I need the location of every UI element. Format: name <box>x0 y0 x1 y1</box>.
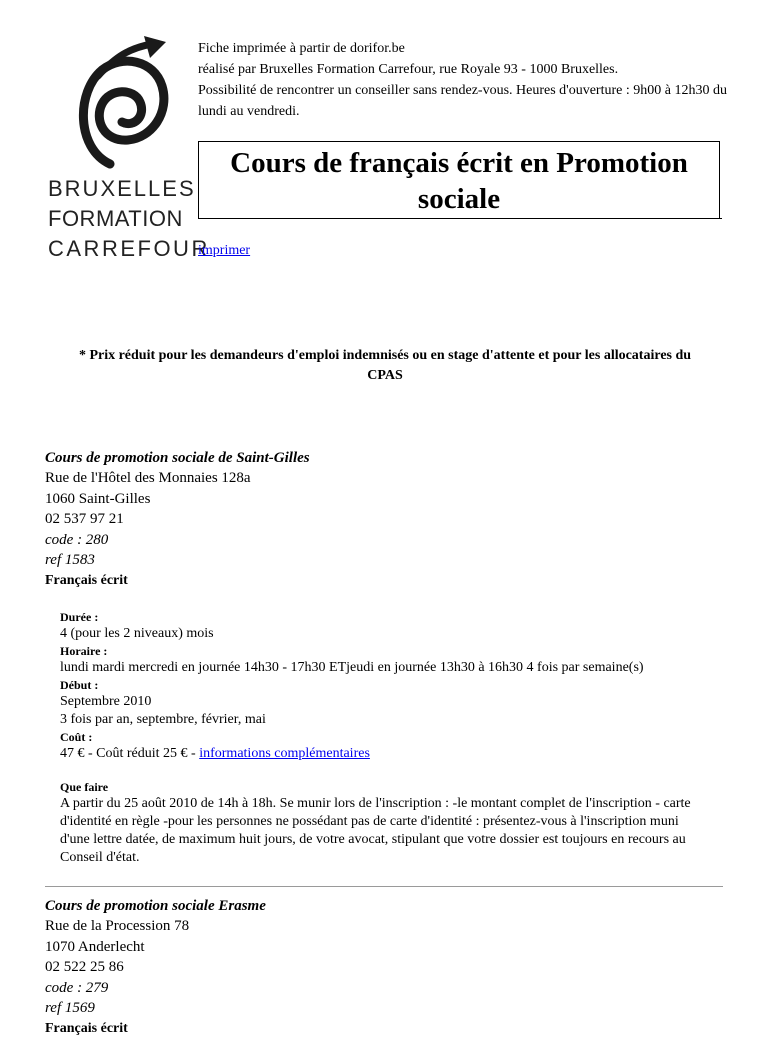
section-phone: 02 522 25 86 <box>45 959 124 975</box>
que-faire-label: Que faire <box>60 780 109 794</box>
section-phone: 02 537 97 21 <box>45 511 124 527</box>
course-details <box>60 609 720 867</box>
section-divider <box>45 886 723 887</box>
header-source-line: Fiche imprimée à partir de dorifor.be <box>198 41 405 56</box>
header-info <box>198 38 728 122</box>
logo-text-formation: FORMATION <box>48 206 183 231</box>
section-code: code : 280 <box>45 531 109 548</box>
header-rule <box>198 218 722 219</box>
header-hours-line: Possibilité de rencontrer un conseiller sans rendez-vous. Heures d'ouverture : 9h00 à 12h30 du lundi au vendredi. <box>198 83 727 119</box>
section-title: Cours de promotion sociale de Saint-Gilles <box>45 450 310 466</box>
horaire-label: Horaire : <box>60 644 108 658</box>
section-code: code : 279 <box>45 979 109 996</box>
more-info-link[interactable]: informations complémentaires <box>199 746 370 761</box>
horaire-value: lundi mardi mercredi en journée 14h30 - 17h30 ETjeudi en journée 13h30 à 16h30 4 fois par semaine(s) <box>60 660 644 675</box>
section-title: Cours de promotion sociale Erasme <box>45 898 266 914</box>
duree-value: 4 (pour les 2 niveaux) mois <box>60 626 214 641</box>
section-city: 1060 Saint-Gilles <box>45 490 151 507</box>
debut-label: Début : <box>60 678 99 692</box>
title-box <box>198 141 720 219</box>
print-link[interactable]: imprimer <box>198 243 251 258</box>
section-city: 1070 Anderlecht <box>45 938 145 955</box>
section-address: Rue de l'Hôtel des Monnaies 128a <box>45 470 251 486</box>
section-course-name: Français écrit <box>45 1020 128 1036</box>
duree-label: Durée : <box>60 610 99 624</box>
header-address-line: réalisé par Bruxelles Formation Carrefour, rue Royale 93 - 1000 Bruxelles. <box>198 62 619 77</box>
section-course-name: Français écrit <box>45 572 128 588</box>
logo-text-bruxelles: BRUXELLES <box>48 176 196 201</box>
cout-label: Coût : <box>60 730 93 744</box>
debut-value: Septembre 2010 <box>60 694 152 709</box>
cout-value: 47 € - Coût réduit 25 € - <box>60 746 200 761</box>
section-address: Rue de la Procession 78 <box>45 918 190 934</box>
debut-frequency: 3 fois par an, septembre, février, mai <box>60 712 266 727</box>
section-ref: ref 1569 <box>45 1000 95 1016</box>
section-ref: ref 1583 <box>45 552 95 568</box>
logo-text-carrefour: CARREFOUR <box>48 236 210 261</box>
course-section-saint-gilles <box>45 448 735 591</box>
spiral-logo-icon <box>68 36 188 176</box>
page-title: Cours de français écrit en Promotion sociale <box>230 147 688 215</box>
course-section-erasme <box>45 896 735 1039</box>
bruxelles-formation-carrefour-logo <box>48 36 210 261</box>
que-faire-text: A partir du 25 août 2010 de 14h à 18h. Se munir lors de l'inscription : -le montant complet de l'inscription - carte d'identité en règle -pour les personnes ne possédant pas de carte d'identité : présentez-vous à l'inscription muni d'une lettre datée, de maximum huit jours, de votre avocat, stipulant que votre dossier est toujours en recours au Conseil d'état. <box>60 796 691 865</box>
reduced-price-notice: * Prix réduit pour les demandeurs d'emploi indemnisés ou en stage d'attente et pour les allocataires du CPAS <box>78 348 692 383</box>
cout-row <box>60 745 720 763</box>
